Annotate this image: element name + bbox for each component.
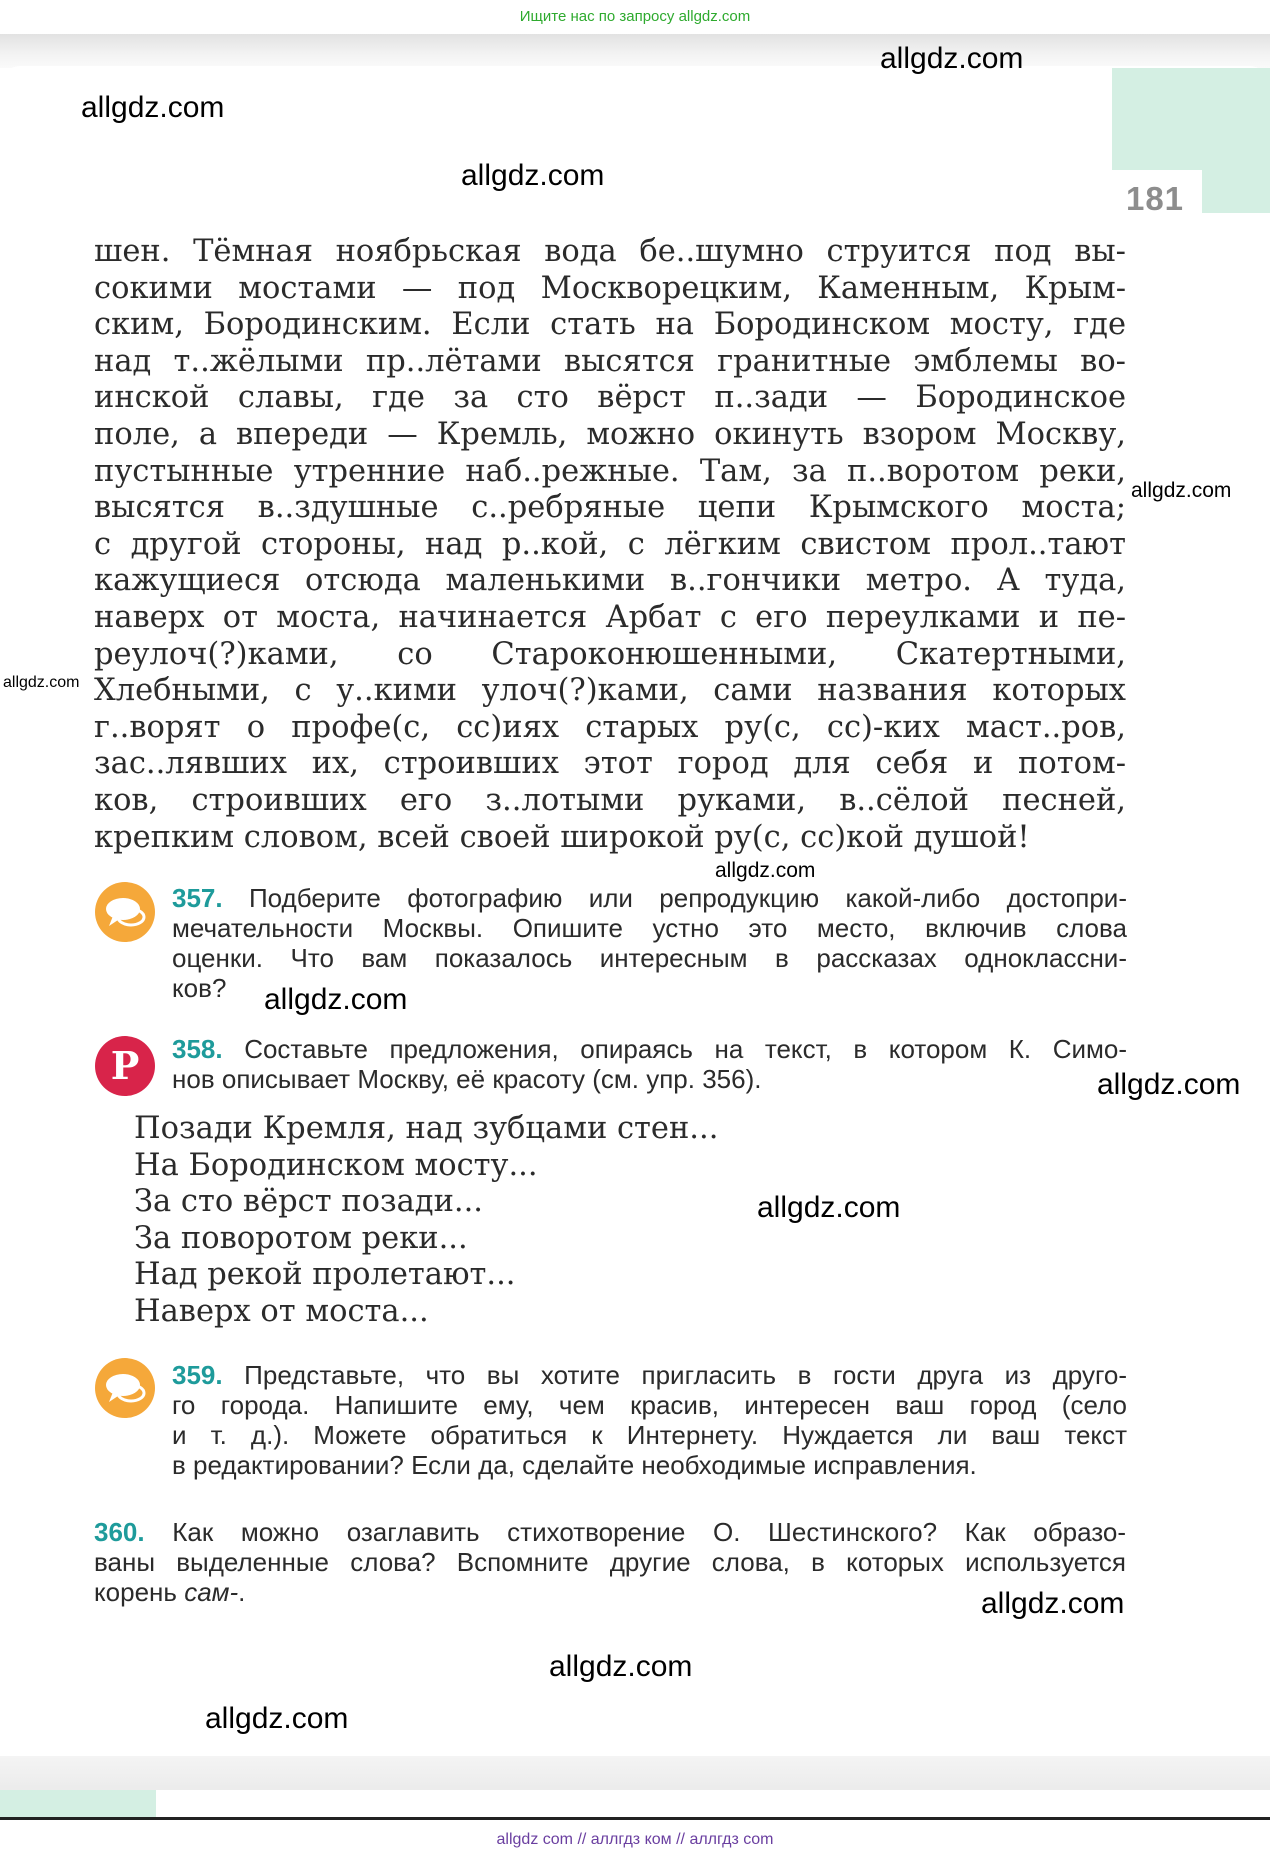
letter-r-icon: Р: [95, 1036, 155, 1096]
exercise-text: корень: [94, 1577, 185, 1607]
sentence-starter: За сто вёрст позади...: [134, 1184, 483, 1220]
watermark: allgdz.com: [757, 1191, 901, 1224]
exercise-text: ков?: [172, 973, 227, 1003]
exercise-text: Представьте, что вы хотите пригласить в гости друга из друго-: [244, 1360, 1127, 1390]
watermark: allgdz.com: [715, 859, 816, 882]
exercise-text: го города. Напишите ему, чем красив, интересен ваш город (село: [172, 1390, 1127, 1420]
bottom-divider: [0, 1817, 1270, 1820]
exercise-359: [172, 1360, 1127, 1480]
page-number: 181: [1125, 180, 1185, 217]
exercise-text: .: [238, 1577, 246, 1607]
top-search-banner[interactable]: Ищите нас по запросу allgdz.com: [519, 8, 751, 25]
exercise-text: Составьте предложения, опираясь на текст, в котором К. Симо-: [244, 1034, 1128, 1064]
exercise-text: Подберите фотографию или репродукцию какой-либо достопри-: [248, 883, 1127, 913]
exercise-number: 359.: [172, 1360, 223, 1390]
root-word: сам-: [184, 1577, 239, 1607]
text-line: сокими мостами — под Москворецким, Каменным, Крым-: [94, 270, 1126, 306]
exercise-text: оценки. Что вам показалось интересным в рассказах одноклассни-: [172, 943, 1127, 973]
text-line: над т..жёлыми пр..лётами высятся гранитные эмблемы во-: [94, 343, 1126, 379]
speech-bubbles-icon: [95, 882, 155, 942]
sentence-starter: На Бородинском мосту...: [134, 1147, 538, 1183]
exercise-text: в редактировании? Если да, сделайте необходимые исправления.: [172, 1450, 977, 1480]
next-page-edge: [0, 1790, 1270, 1818]
watermark: allgdz.com: [880, 42, 1024, 75]
text-line: зас..лявших их, строивших этот город для себя и потом-: [94, 746, 1126, 782]
text-line: высятся в..здушные с..ребряные цепи Крымского моста;: [94, 490, 1126, 526]
exercise-number: 358.: [172, 1034, 223, 1064]
text-line: крепким словом, всей своей широкой ру(с, сс)кой душой!: [94, 819, 1030, 855]
text-line: шен. Тёмная ноябрьская вода бе..шумно струится под вы-: [94, 234, 1126, 269]
sentence-starters-list: [134, 1111, 834, 1331]
top-shadow: [0, 34, 1270, 68]
watermark: allgdz.com: [81, 91, 225, 124]
watermark: allgdz.com: [549, 1650, 693, 1683]
main-text-passage: [94, 234, 1126, 856]
watermark: allgdz.com: [1131, 479, 1232, 502]
exercise-text: нов описывает Москву, её красоту (см. упр. 356).: [172, 1064, 762, 1094]
text-line: ским, Бородинским. Если стать на Бородинском мосту, где: [94, 307, 1126, 343]
exercise-text: и т. д.). Можете обратиться к Интернету. Нуждается ли ваш текст: [172, 1420, 1127, 1450]
exercise-360: [94, 1517, 1126, 1607]
text-line: с другой стороны, над р..кой, с лёгким свистом прол..тают: [94, 526, 1126, 562]
footer-links[interactable]: allgdz com // аллгдз ком // аллгдз com: [496, 1831, 774, 1848]
watermark: allgdz.com: [1097, 1068, 1241, 1101]
text-line: Хлебными, с у..кими улоч(?)ками, сами названия которых: [94, 673, 1126, 709]
watermark: allgdz.com: [461, 159, 605, 192]
text-line: поле, а впереди — Кремль, можно окинуть взором Москву,: [94, 416, 1126, 452]
exercise-text: ваны выделенные слова? Вспомните другие слова, в которых используется: [94, 1547, 1126, 1577]
watermark: allgdz.com: [981, 1587, 1125, 1620]
text-line: пустынные утренние наб..режные. Там, за п..воротом реки,: [94, 453, 1126, 489]
watermark: allgdz.com: [3, 674, 80, 691]
watermark: allgdz.com: [205, 1702, 349, 1735]
text-line: г..ворят о профе(с, сс)иях старых ру(с, сс)-ких маст..ров,: [94, 709, 1126, 745]
sentence-starter: Позади Кремля, над зубцами стен...: [134, 1111, 719, 1146]
sentence-starter: За поворотом реки...: [134, 1220, 468, 1256]
next-page-corner-tab: [0, 1790, 156, 1818]
exercise-text: Как можно озаглавить стихотворение О. Шестинского? Как образо-: [172, 1517, 1126, 1547]
exercise-358: [172, 1034, 1127, 1094]
watermark: allgdz.com: [264, 983, 408, 1016]
text-line: наверх от моста, начинается Арбат с его переулками и пе-: [94, 599, 1126, 635]
exercise-text: мечательности Москвы. Опишите устно это место, включив слова: [172, 913, 1127, 943]
text-line: инской славы, где за сто вёрст п..зади — Бородинское: [94, 380, 1126, 416]
speech-bubbles-icon: [95, 1358, 155, 1418]
text-line: реулоч(?)ками, со Староконюшенными, Скатертными,: [94, 636, 1126, 672]
text-line: ков, строивших его з..лотыми руками, в..сёлой песней,: [94, 782, 1126, 818]
exercise-number: 360.: [94, 1517, 145, 1547]
text-line: кажущиеся отсюда маленькими в..гончики метро. А туда,: [94, 563, 1126, 599]
sentence-starter: Над рекой пролетают...: [134, 1257, 516, 1293]
exercise-number: 357.: [172, 883, 223, 913]
sentence-starter: Наверх от моста...: [134, 1293, 429, 1329]
